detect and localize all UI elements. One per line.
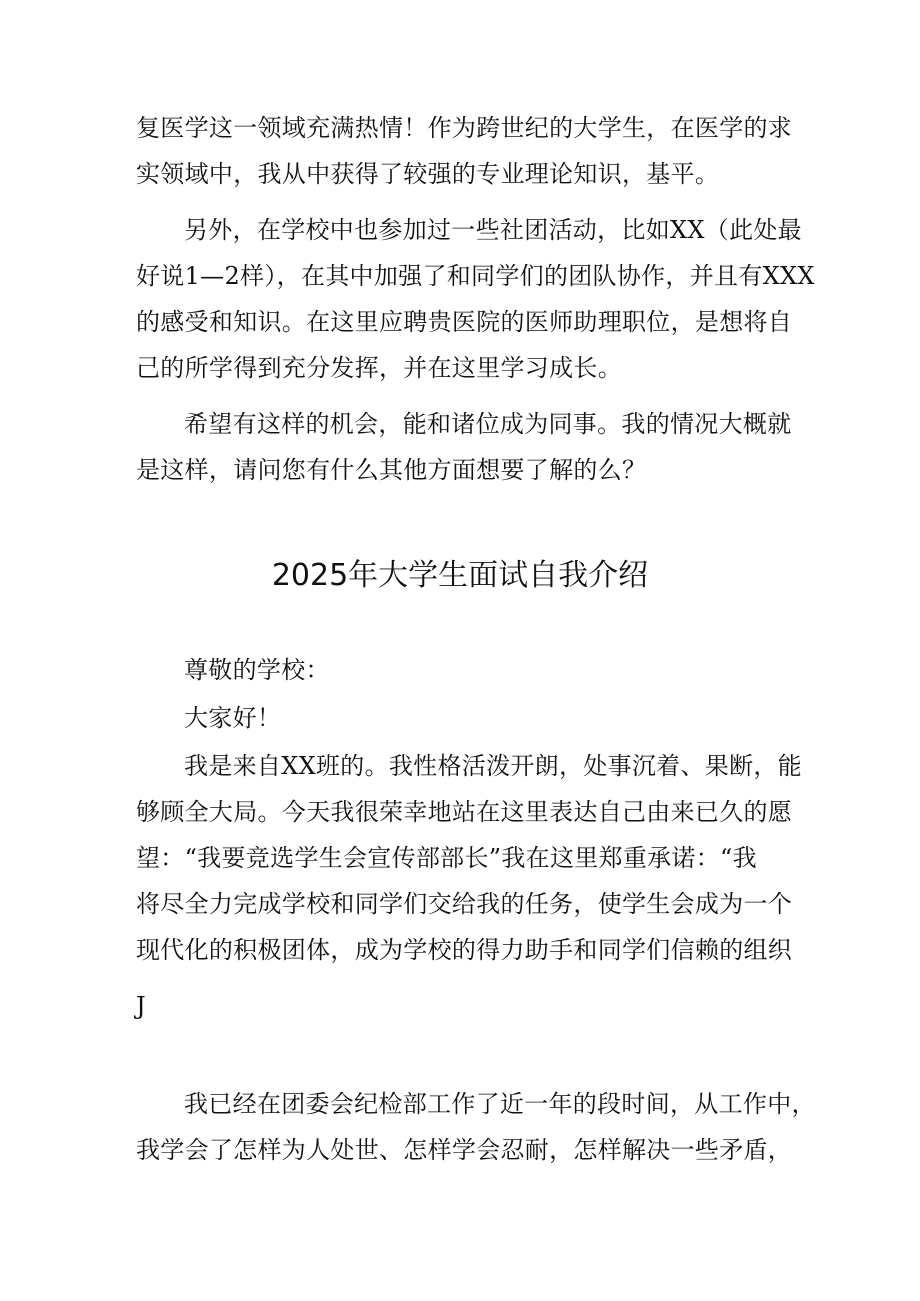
paragraph-line: J — [136, 992, 146, 1020]
paragraph-line: 望：“我要竞选学生会宣传部部长”我在这里郑重承诺：“我 — [136, 844, 757, 872]
paragraph-line: 己的所学得到充分发挥，并在这里学习成长。 — [136, 354, 622, 382]
paragraph-line: 希望有这样的机会，能和诸位成为同事。我的情况大概就 — [184, 410, 792, 438]
paragraph-line: 好说1—2样），在其中加强了和同学们的团队协作，并且有XXX — [136, 262, 815, 290]
paragraph-line: 复医学这一领域充满热情！作为跨世纪的大学生，在医学的求 — [136, 114, 793, 142]
paragraph-line: 现代化的积极团体，成为学校的得力助手和同学们信赖的组织 — [136, 936, 793, 964]
paragraph-line: 我学会了怎样为人处世、怎样学会忍耐，怎样解决一些矛盾， — [136, 1136, 793, 1164]
page-title: 2025年大学生面试自我介绍 — [271, 558, 649, 593]
paragraph-line: 是这样，请问您有什么其他方面想要了解的么？ — [136, 456, 647, 484]
paragraph-line: 另外，在学校中也参加过一些社团活动，比如XX（此处最 — [184, 216, 802, 244]
paragraph-line: 够顾全大局。今天我很荣幸地站在这里表达自己由来已久的愿 — [136, 798, 793, 826]
greeting: 大家好！ — [184, 704, 282, 732]
salutation: 尊敬的学校： — [184, 656, 330, 684]
paragraph-line: 我是来自XX班的。我性格活泼开朗，处事沉着、果断，能 — [184, 752, 802, 780]
paragraph-line: 实领域中，我从中获得了较强的专业理论知识，基平。 — [136, 160, 720, 188]
paragraph-line: 的感受和知识。在这里应聘贵医院的医师助理职位，是想将自 — [136, 308, 793, 336]
paragraph-line: 我已经在团委会纪检部工作了近一年的段时间，从工作中， — [184, 1090, 816, 1118]
paragraph-line: 将尽全力完成学校和同学们交给我的任务，使学生会成为一个 — [136, 890, 793, 918]
